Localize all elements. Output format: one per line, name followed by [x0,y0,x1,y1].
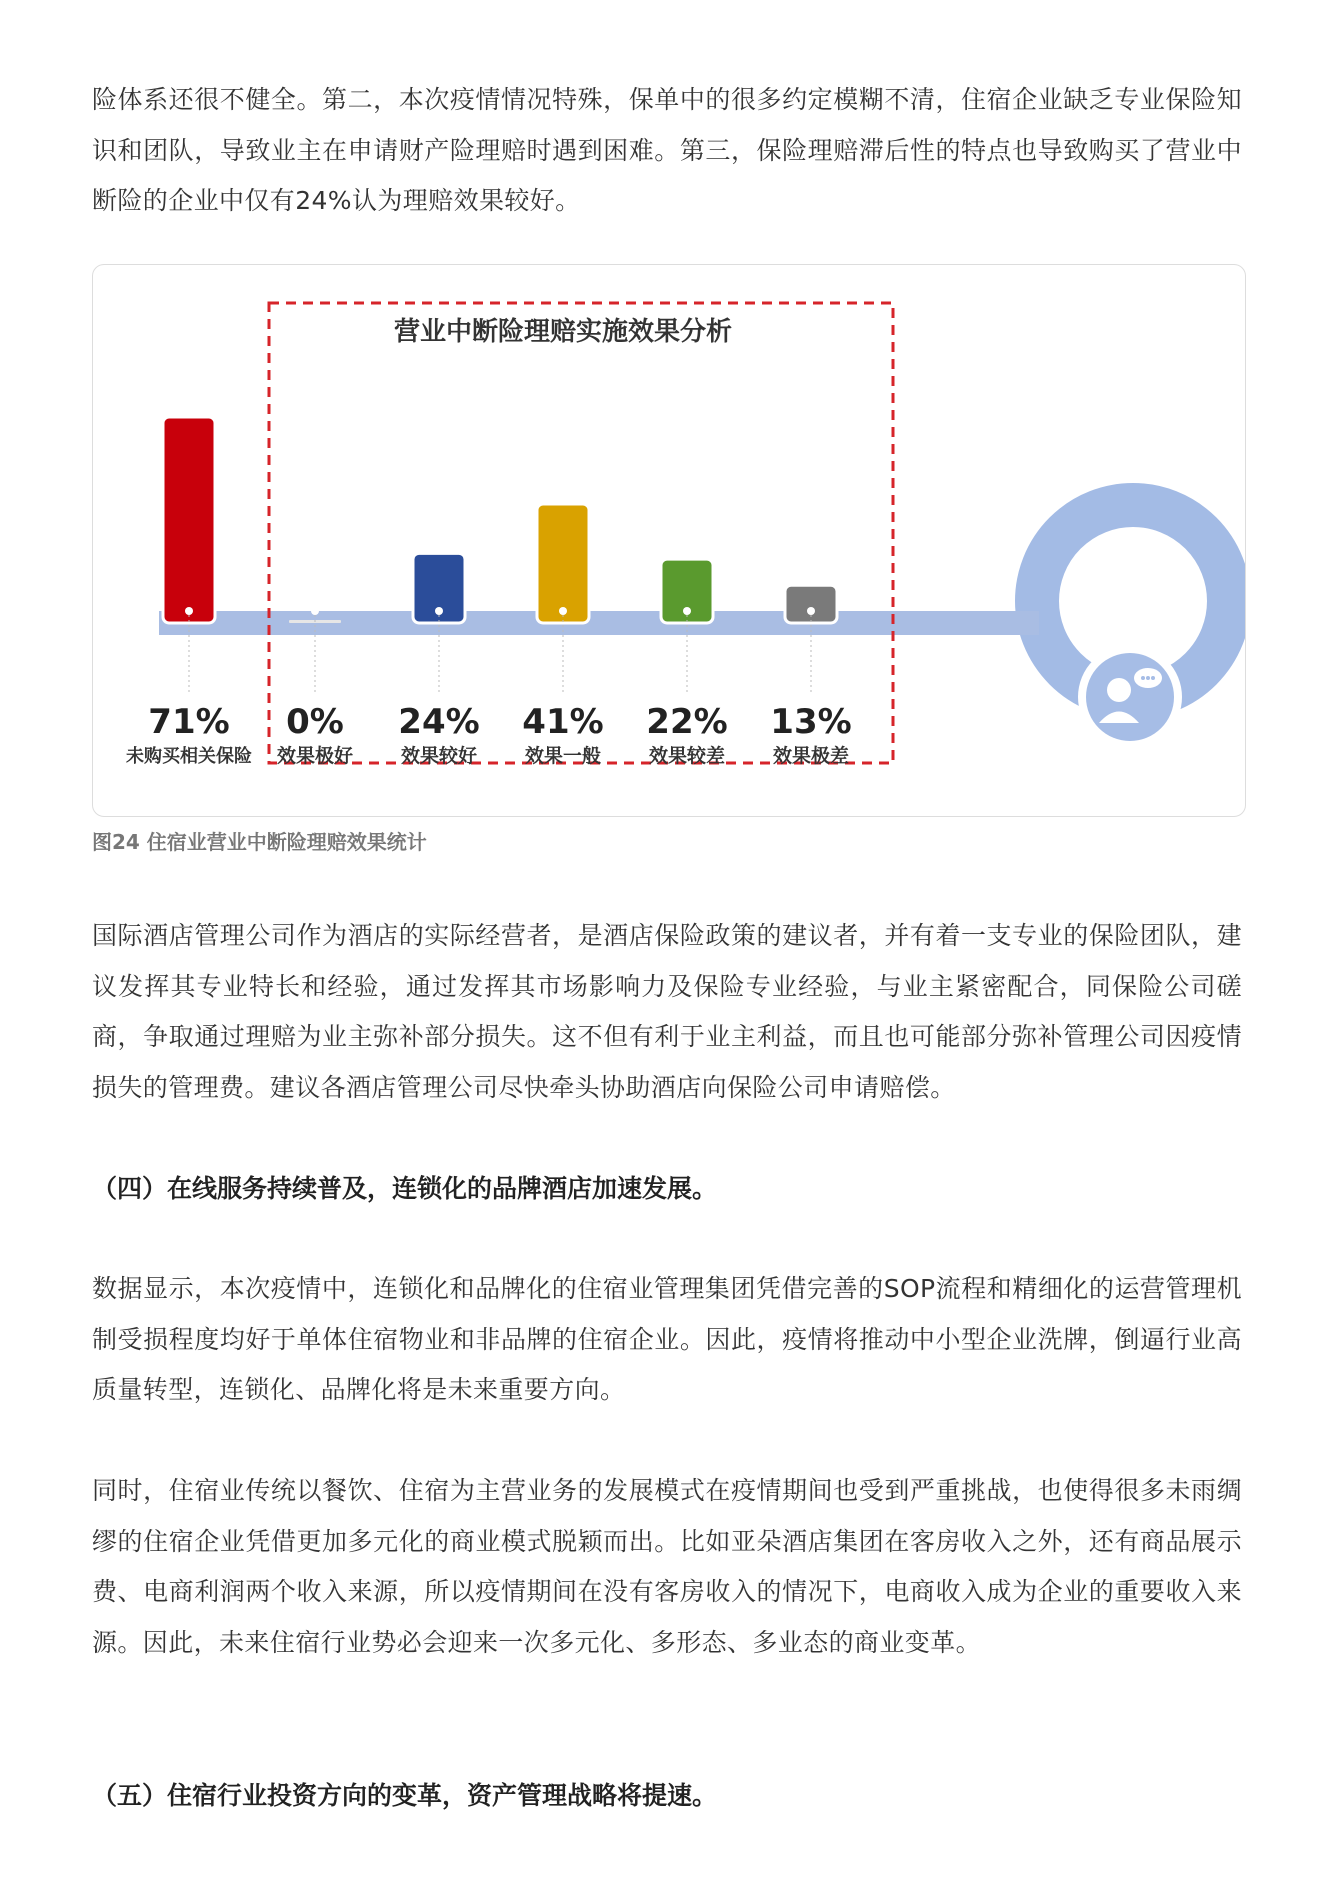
user-chat-icon [1078,645,1182,749]
value-label-2: 0% [286,702,344,742]
bar-dot-5 [683,607,691,615]
value-label-3: 24% [398,702,480,742]
bar-dot-4 [559,607,567,615]
value-label-6: 13% [770,702,852,742]
bar-4 [537,504,589,623]
category-label-4: 效果一般 [524,745,602,767]
category-label-2: 效果极好 [276,745,354,767]
bar-dot-1 [185,607,193,615]
bar-dot-3 [435,607,443,615]
category-label-3: 效果较好 [400,745,478,767]
value-label-1: 71% [148,702,230,742]
bar-dot-2 [311,607,319,615]
section-heading-investment: （五）住宿行业投资方向的变革，资产管理战略将提速。 [92,1781,718,1810]
category-label-5: 效果较差 [648,745,726,767]
paragraph-hotel-management: 国际酒店管理公司作为酒店的实际经营者，是酒店保险政策的建议者，并有着一支专业的保险团队，建议发挥其专业特长和经验，通过发挥其市场影响力及保险专业经验，与业主紧密配合，同保险公司磋商，争取通过理赔为业主弥补部分损失。这不但有利于业主利益，而且也可能部分弥补管理公司因疫情损失的管理费。建议各酒店管理公司尽快牵头协助酒店向保险公司申请赔偿。 [92,921,1242,1102]
bar-6 [785,585,837,623]
value-label-5: 22% [646,702,728,742]
bar-chart [93,265,1246,817]
figure-caption: 图24 住宿业营业中断险理赔效果统计 [92,830,427,854]
category-label-1: 未购买相关保险 [126,746,252,767]
value-label-4: 41% [522,702,604,742]
paragraph-business-models: 同时，住宿业传统以餐饮、住宿为主营业务的发展模式在疫情期间也受到严重挑战，也使得很多未雨绸缪的住宿企业凭借更加多元化的商业模式脱颖而出。比如亚朵酒店集团在客房收入之外，还有商品展示费、电商利润两个收入来源，所以疫情期间在没有客房收入的情况下，电商收入成为企业的重要收入来源。因此，未来住宿行业势必会迎来一次多元化、多形态、多业态的商业变革。 [92,1476,1242,1657]
bar-dot-6 [807,607,815,615]
section-heading-online-services: （四）在线服务持续普及，连锁化的品牌酒店加速发展。 [92,1174,718,1203]
category-label-6: 效果极差 [772,745,850,767]
chart-figure [92,264,1246,817]
paragraph-insurance-claims: 险体系还很不健全。第二，本次疫情情况特殊，保单中的很多约定模糊不清，住宿企业缺乏专业保险知识和团队，导致业主在申请财产险理赔时遇到困难。第三，保险理赔滞后性的特点也导致购买了营业中断险的企业中仅有24%认为理赔效果较好。 [92,85,1242,215]
paragraph-chain-brands: 数据显示，本次疫情中，连锁化和品牌化的住宿业管理集团凭借完善的SOP流程和精细化的运营管理机制受损程度均好于单体住宿物业和非品牌的住宿企业。因此，疫情将推动中小型企业洗牌，倒逼行业高质量转型，连锁化、品牌化将是未来重要方向。 [92,1274,1242,1404]
chart-title: 营业中断险理赔实施效果分析 [393,317,733,347]
bar-1 [163,417,215,623]
